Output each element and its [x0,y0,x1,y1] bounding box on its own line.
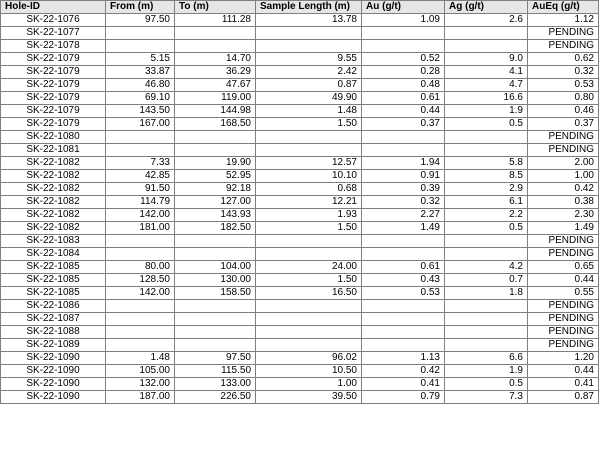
from-cell: 1.48 [106,352,175,365]
to-cell: 127.00 [175,196,256,209]
sample-length-cell: 12.21 [256,196,362,209]
from-cell: 91.50 [106,183,175,196]
au-cell: 0.41 [362,378,445,391]
au-cell: 0.32 [362,196,445,209]
col-header-sample-length: Sample Length (m) [256,1,362,14]
ag-cell: 6.6 [445,352,528,365]
ag-cell: 0.5 [445,222,528,235]
sample-length-cell: 1.93 [256,209,362,222]
sample-length-cell [256,27,362,40]
ag-cell: 16.6 [445,92,528,105]
hole-id-cell: SK-22-1079 [1,105,106,118]
table-row [1,53,599,66]
au-cell: 0.39 [362,183,445,196]
table-row [1,352,599,365]
sample-length-cell [256,235,362,248]
to-cell: 133.00 [175,378,256,391]
hole-id-cell: SK-22-1083 [1,235,106,248]
to-cell [175,300,256,313]
aueq-cell: 2.00 [528,157,599,170]
sample-length-cell: 9.55 [256,53,362,66]
from-cell: 114.79 [106,196,175,209]
col-header-to: To (m) [175,1,256,14]
ag-cell: 9.0 [445,53,528,66]
hole-id-cell: SK-22-1087 [1,313,106,326]
hole-id-cell: SK-22-1089 [1,339,106,352]
au-cell: 1.49 [362,222,445,235]
hole-id-cell: SK-22-1086 [1,300,106,313]
from-cell [106,131,175,144]
hole-id-cell: SK-22-1085 [1,261,106,274]
aueq-cell: PENDING [528,326,599,339]
aueq-cell: PENDING [528,300,599,313]
from-cell: 142.00 [106,209,175,222]
to-cell: 52.95 [175,170,256,183]
to-cell: 36.29 [175,66,256,79]
sample-length-cell: 0.68 [256,183,362,196]
to-cell: 182.50 [175,222,256,235]
hole-id-cell: SK-22-1079 [1,79,106,92]
sample-length-cell [256,131,362,144]
ag-cell: 8.5 [445,170,528,183]
aueq-cell: PENDING [528,144,599,157]
au-cell [362,300,445,313]
hole-id-cell: SK-22-1079 [1,66,106,79]
from-cell: 33.87 [106,66,175,79]
aueq-cell: 0.80 [528,92,599,105]
aueq-cell: PENDING [528,339,599,352]
ag-cell [445,40,528,53]
sample-length-cell: 2.42 [256,66,362,79]
header-row [1,1,599,14]
table-row [1,248,599,261]
hole-id-cell: SK-22-1078 [1,40,106,53]
sample-length-cell: 1.50 [256,274,362,287]
col-header-aueq: AuEq (g/t) [528,1,599,14]
au-cell [362,326,445,339]
hole-id-cell: SK-22-1082 [1,222,106,235]
au-cell [362,339,445,352]
aueq-cell: 0.55 [528,287,599,300]
to-cell: 158.50 [175,287,256,300]
aueq-cell: 0.44 [528,274,599,287]
table-row [1,326,599,339]
hole-id-cell: SK-22-1079 [1,118,106,131]
from-cell: 187.00 [106,391,175,404]
hole-id-cell: SK-22-1079 [1,92,106,105]
from-cell [106,235,175,248]
table-row [1,40,599,53]
ag-cell: 6.1 [445,196,528,209]
table-row [1,131,599,144]
from-cell: 167.00 [106,118,175,131]
sample-length-cell: 39.50 [256,391,362,404]
ag-cell: 1.9 [445,105,528,118]
to-cell [175,131,256,144]
au-cell: 1.94 [362,157,445,170]
au-cell [362,144,445,157]
hole-id-cell: SK-22-1080 [1,131,106,144]
to-cell [175,339,256,352]
to-cell [175,326,256,339]
au-cell: 0.61 [362,92,445,105]
table-row [1,105,599,118]
ag-cell [445,300,528,313]
aueq-cell: 0.41 [528,378,599,391]
sample-length-cell: 12.57 [256,157,362,170]
from-cell [106,300,175,313]
table-row [1,209,599,222]
au-cell: 1.09 [362,14,445,27]
ag-cell: 0.5 [445,118,528,131]
sample-length-cell: 10.50 [256,365,362,378]
to-cell [175,313,256,326]
sample-length-cell: 1.50 [256,222,362,235]
from-cell: 42.85 [106,170,175,183]
ag-cell: 1.8 [445,287,528,300]
to-cell: 115.50 [175,365,256,378]
aueq-cell: 1.20 [528,352,599,365]
ag-cell [445,313,528,326]
from-cell [106,144,175,157]
ag-cell [445,248,528,261]
sample-length-cell: 96.02 [256,352,362,365]
to-cell [175,27,256,40]
hole-id-cell: SK-22-1082 [1,196,106,209]
to-cell: 97.50 [175,352,256,365]
table-row [1,300,599,313]
ag-cell [445,235,528,248]
to-cell [175,144,256,157]
hole-id-cell: SK-22-1076 [1,14,106,27]
sample-length-cell [256,144,362,157]
table-row [1,14,599,27]
from-cell: 46.80 [106,79,175,92]
from-cell [106,248,175,261]
from-cell: 80.00 [106,261,175,274]
to-cell: 47.67 [175,79,256,92]
table-row [1,79,599,92]
col-header-au: Au (g/t) [362,1,445,14]
aueq-cell: 1.00 [528,170,599,183]
sample-length-cell: 10.10 [256,170,362,183]
ag-cell [445,339,528,352]
sample-length-cell [256,326,362,339]
ag-cell: 4.2 [445,261,528,274]
to-cell: 226.50 [175,391,256,404]
table-row [1,27,599,40]
to-cell: 168.50 [175,118,256,131]
table-row [1,196,599,209]
sample-length-cell: 49.90 [256,92,362,105]
au-cell [362,27,445,40]
aueq-cell: 0.53 [528,79,599,92]
aueq-cell: 1.12 [528,14,599,27]
au-cell: 0.44 [362,105,445,118]
table-row [1,235,599,248]
hole-id-cell: SK-22-1090 [1,378,106,391]
table-row [1,92,599,105]
to-cell: 104.00 [175,261,256,274]
aueq-cell: PENDING [528,313,599,326]
aueq-cell: PENDING [528,40,599,53]
ag-cell: 4.1 [445,66,528,79]
hole-id-cell: SK-22-1090 [1,391,106,404]
table-row [1,313,599,326]
col-header-from: From (m) [106,1,175,14]
ag-cell [445,131,528,144]
aueq-cell: 0.37 [528,118,599,131]
ag-cell [445,144,528,157]
ag-cell: 5.8 [445,157,528,170]
table-row [1,287,599,300]
to-cell: 130.00 [175,274,256,287]
hole-id-cell: SK-22-1077 [1,27,106,40]
sample-length-cell [256,40,362,53]
au-cell: 0.61 [362,261,445,274]
aueq-cell: 0.42 [528,183,599,196]
to-cell: 14.70 [175,53,256,66]
from-cell [106,40,175,53]
ag-cell [445,27,528,40]
table-row [1,274,599,287]
au-cell: 0.48 [362,79,445,92]
to-cell: 144.98 [175,105,256,118]
sample-length-cell [256,248,362,261]
from-cell: 142.00 [106,287,175,300]
table-row [1,157,599,170]
col-header-hole-id: Hole-ID [1,1,106,14]
from-cell: 7.33 [106,157,175,170]
aueq-cell: 0.44 [528,365,599,378]
from-cell: 143.50 [106,105,175,118]
table-row [1,66,599,79]
ag-cell: 2.9 [445,183,528,196]
hole-id-cell: SK-22-1082 [1,157,106,170]
aueq-cell: 0.62 [528,53,599,66]
aueq-cell: PENDING [528,131,599,144]
au-cell [362,40,445,53]
to-cell [175,248,256,261]
aueq-cell: 0.32 [528,66,599,79]
au-cell: 1.13 [362,352,445,365]
table-row [1,378,599,391]
sample-length-cell: 0.87 [256,79,362,92]
au-cell [362,313,445,326]
aueq-cell: 2.30 [528,209,599,222]
aueq-cell: 0.87 [528,391,599,404]
aueq-cell: 1.49 [528,222,599,235]
hole-id-cell: SK-22-1082 [1,209,106,222]
aueq-cell: PENDING [528,27,599,40]
aueq-cell: 0.65 [528,261,599,274]
ag-cell: 7.3 [445,391,528,404]
ag-cell: 0.7 [445,274,528,287]
ag-cell: 0.5 [445,378,528,391]
table-row [1,261,599,274]
aueq-cell: 0.46 [528,105,599,118]
sample-length-cell: 1.48 [256,105,362,118]
au-cell: 0.79 [362,391,445,404]
au-cell: 0.52 [362,53,445,66]
from-cell: 97.50 [106,14,175,27]
sample-length-cell [256,313,362,326]
hole-id-cell: SK-22-1085 [1,287,106,300]
from-cell: 128.50 [106,274,175,287]
to-cell: 143.93 [175,209,256,222]
aueq-cell: PENDING [528,235,599,248]
table-row [1,170,599,183]
table-row [1,365,599,378]
ag-cell: 2.2 [445,209,528,222]
from-cell: 105.00 [106,365,175,378]
hole-id-cell: SK-22-1085 [1,274,106,287]
aueq-cell: PENDING [528,248,599,261]
au-cell: 0.37 [362,118,445,131]
sample-length-cell [256,300,362,313]
au-cell: 0.91 [362,170,445,183]
to-cell [175,235,256,248]
hole-id-cell: SK-22-1088 [1,326,106,339]
to-cell: 19.90 [175,157,256,170]
au-cell [362,235,445,248]
hole-id-cell: SK-22-1082 [1,183,106,196]
au-cell: 0.53 [362,287,445,300]
sample-length-cell: 13.78 [256,14,362,27]
table-row [1,339,599,352]
hole-id-cell: SK-22-1090 [1,365,106,378]
to-cell [175,40,256,53]
hole-id-cell: SK-22-1079 [1,53,106,66]
hole-id-cell: SK-22-1081 [1,144,106,157]
from-cell: 181.00 [106,222,175,235]
au-cell [362,131,445,144]
table-row [1,183,599,196]
to-cell: 111.28 [175,14,256,27]
table-row [1,391,599,404]
au-cell [362,248,445,261]
ag-cell [445,326,528,339]
to-cell: 92.18 [175,183,256,196]
sample-length-cell: 1.00 [256,378,362,391]
table-row [1,144,599,157]
from-cell: 132.00 [106,378,175,391]
to-cell: 119.00 [175,92,256,105]
from-cell [106,326,175,339]
au-cell: 0.28 [362,66,445,79]
ag-cell: 1.9 [445,365,528,378]
from-cell: 5.15 [106,53,175,66]
hole-id-cell: SK-22-1084 [1,248,106,261]
from-cell [106,339,175,352]
au-cell: 0.43 [362,274,445,287]
table-row [1,222,599,235]
sample-length-cell: 1.50 [256,118,362,131]
hole-id-cell: SK-22-1082 [1,170,106,183]
from-cell [106,313,175,326]
sample-length-cell: 24.00 [256,261,362,274]
aueq-cell: 0.38 [528,196,599,209]
from-cell: 69.10 [106,92,175,105]
au-cell: 0.42 [362,365,445,378]
ag-cell: 4.7 [445,79,528,92]
sample-length-cell: 16.50 [256,287,362,300]
au-cell: 2.27 [362,209,445,222]
col-header-ag: Ag (g/t) [445,1,528,14]
table-row [1,118,599,131]
from-cell [106,27,175,40]
sample-length-cell [256,339,362,352]
ag-cell: 2.6 [445,14,528,27]
hole-id-cell: SK-22-1090 [1,352,106,365]
